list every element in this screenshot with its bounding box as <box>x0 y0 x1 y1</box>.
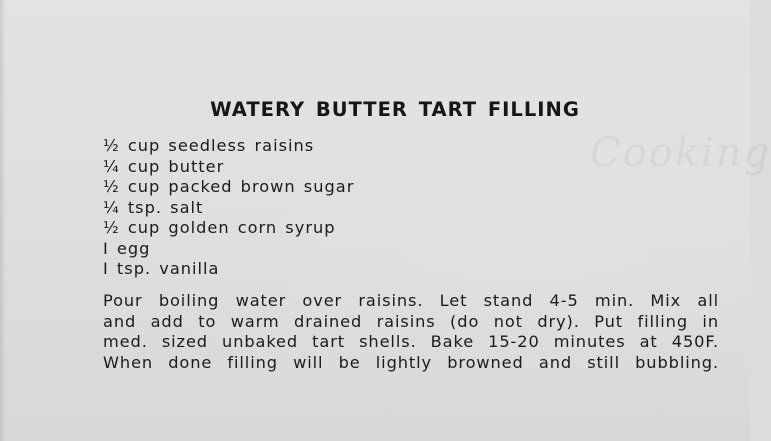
ingredient-item: ¼ tsp. salt <box>103 197 204 217</box>
directions-line: Pour boiling water over raisins. Let stand 4-5 min. Mix all <box>103 291 719 310</box>
recipe-title: WATERY BUTTER TART FILLING <box>210 98 580 121</box>
card-edge-shadow <box>0 0 6 441</box>
directions-line: and add to warm drained raisins (do not dry). Put filling in <box>103 311 719 331</box>
directions-line: med. sized unbaked tart shells. Bake 15-20 minutes at 450F. <box>103 332 719 351</box>
recipe-directions <box>103 291 719 373</box>
ingredient-item: I tsp. vanilla <box>103 259 220 278</box>
ingredient-item: ½ cup seedless raisins <box>103 136 315 155</box>
directions-line: When done filling will be lightly browned and still bubbling. <box>103 352 719 372</box>
bleed-through-script-decoration: Cooking <box>590 130 771 176</box>
ingredient-item: ½ cup packed brown sugar <box>103 177 355 196</box>
ingredient-item: I egg <box>103 238 151 258</box>
ingredient-list <box>103 136 354 280</box>
ingredient-item: ¼ cup butter <box>103 156 225 176</box>
ingredient-item: ½ cup golden corn syrup <box>103 218 336 237</box>
